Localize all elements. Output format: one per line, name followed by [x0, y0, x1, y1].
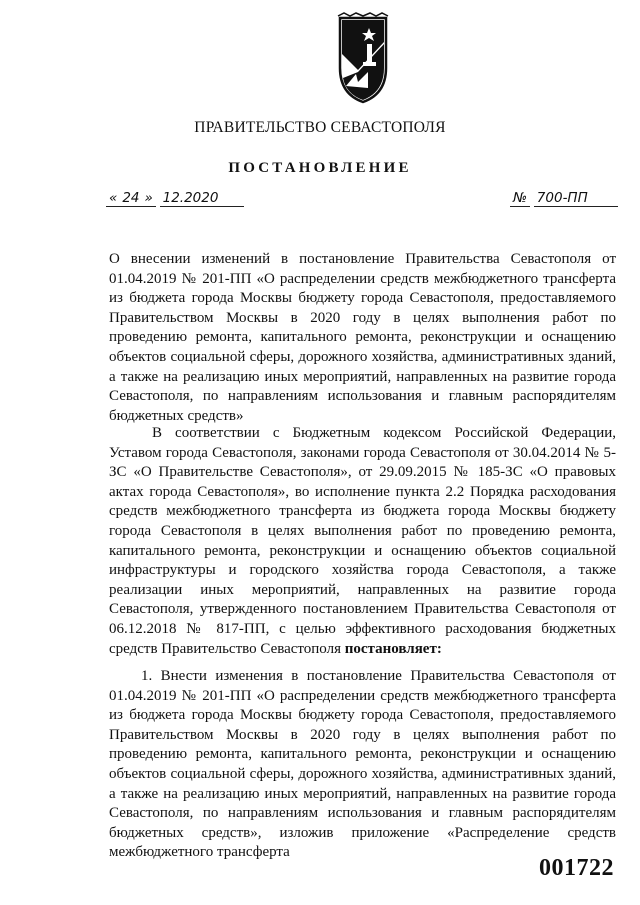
date-open-quote: «	[106, 190, 120, 207]
number-value: 700-ПП	[534, 190, 618, 207]
preamble-text: В соответствии с Бюджетным кодексом Российской Федерации, Уставом города Севастополя, законами города Севастополя от 30.04.2014 № 5-ЗС «О Правительстве Севастополя», от 29.09.2015 № 185-ЗС «О правовых актах города Севастополя», во исполнение пункта 2.2 Порядка расходования средств межбюджетного трансферта из бюджета города Москвы бюджету города Севастополя в целях выполнения работ по проведению ремонта, капитального ремонта, реконструкции и оснащению объектов социальной инфраструктуры и городского хозяйства города Севастополя, а также реализации иных мероприятий, направленных на развитие города Севастополя, утвержденного постановлением Правительства Севастополя от 06.12.2018 № 817-ПП, с целью эффективного расходования бюджетных средств Правительство Севастополя	[109, 425, 616, 657]
decree-word: постановляет	[344, 640, 437, 657]
government-name: ПРАВИТЕЛЬСТВО СЕВАСТОПОЛЯ	[194, 119, 446, 136]
decree-number	[510, 190, 618, 207]
decree-title-paragraph: О внесении изменений в постановление Правительства Севастополя от 01.04.2019 № 201-ПП «О распределении средств межбюджетного трансферта из бюджета города Москвы бюджету города Севастополя, предоставляемого Правительством Москвы в 2020 году в целях выполнения работ по проведению ремонта, капитального ремонта, реконструкции и оснащению объектов социальной сферы, дорожного хозяйства, административных зданий, а также на реализацию иных мероприятий, направленных на развитие города Севастополя, по направлениям использования и главным распорядителям бюджетных средств»	[109, 251, 616, 424]
date-close-quote: »	[142, 190, 156, 207]
decree-date	[106, 190, 244, 207]
page-code: 001722	[539, 855, 614, 881]
preamble-paragraph	[109, 424, 616, 659]
document-type-heading: ПОСТАНОВЛЕНИЕ	[228, 160, 412, 176]
item-1-paragraph: 1. Внести изменения в постановление Правительства Севастополя от 01.04.2019 № 201-ПП «О распределении средств межбюджетного трансферта из бюджета города Москвы бюджету города Севастополя, предоставляемого Правительством Москвы в 2020 году в целях выполнения работ по проведению ремонта, капитального ремонта, реконструкции и оснащению объектов социальной сферы, дорожного хозяйства, административных зданий, а также на реализацию иных мероприятий, направленных на развитие города Севастополя, по направлениям использования и главным распорядителям бюджетных средств», изложив приложение «Распределение средств межбюджетного трансферта	[109, 668, 616, 861]
coat-of-arms-icon	[334, 12, 392, 104]
date-day: 24	[122, 190, 140, 206]
decree-colon: :	[436, 640, 442, 657]
number-sign: №	[510, 190, 530, 207]
date-month-year: 12.2020	[160, 190, 245, 207]
